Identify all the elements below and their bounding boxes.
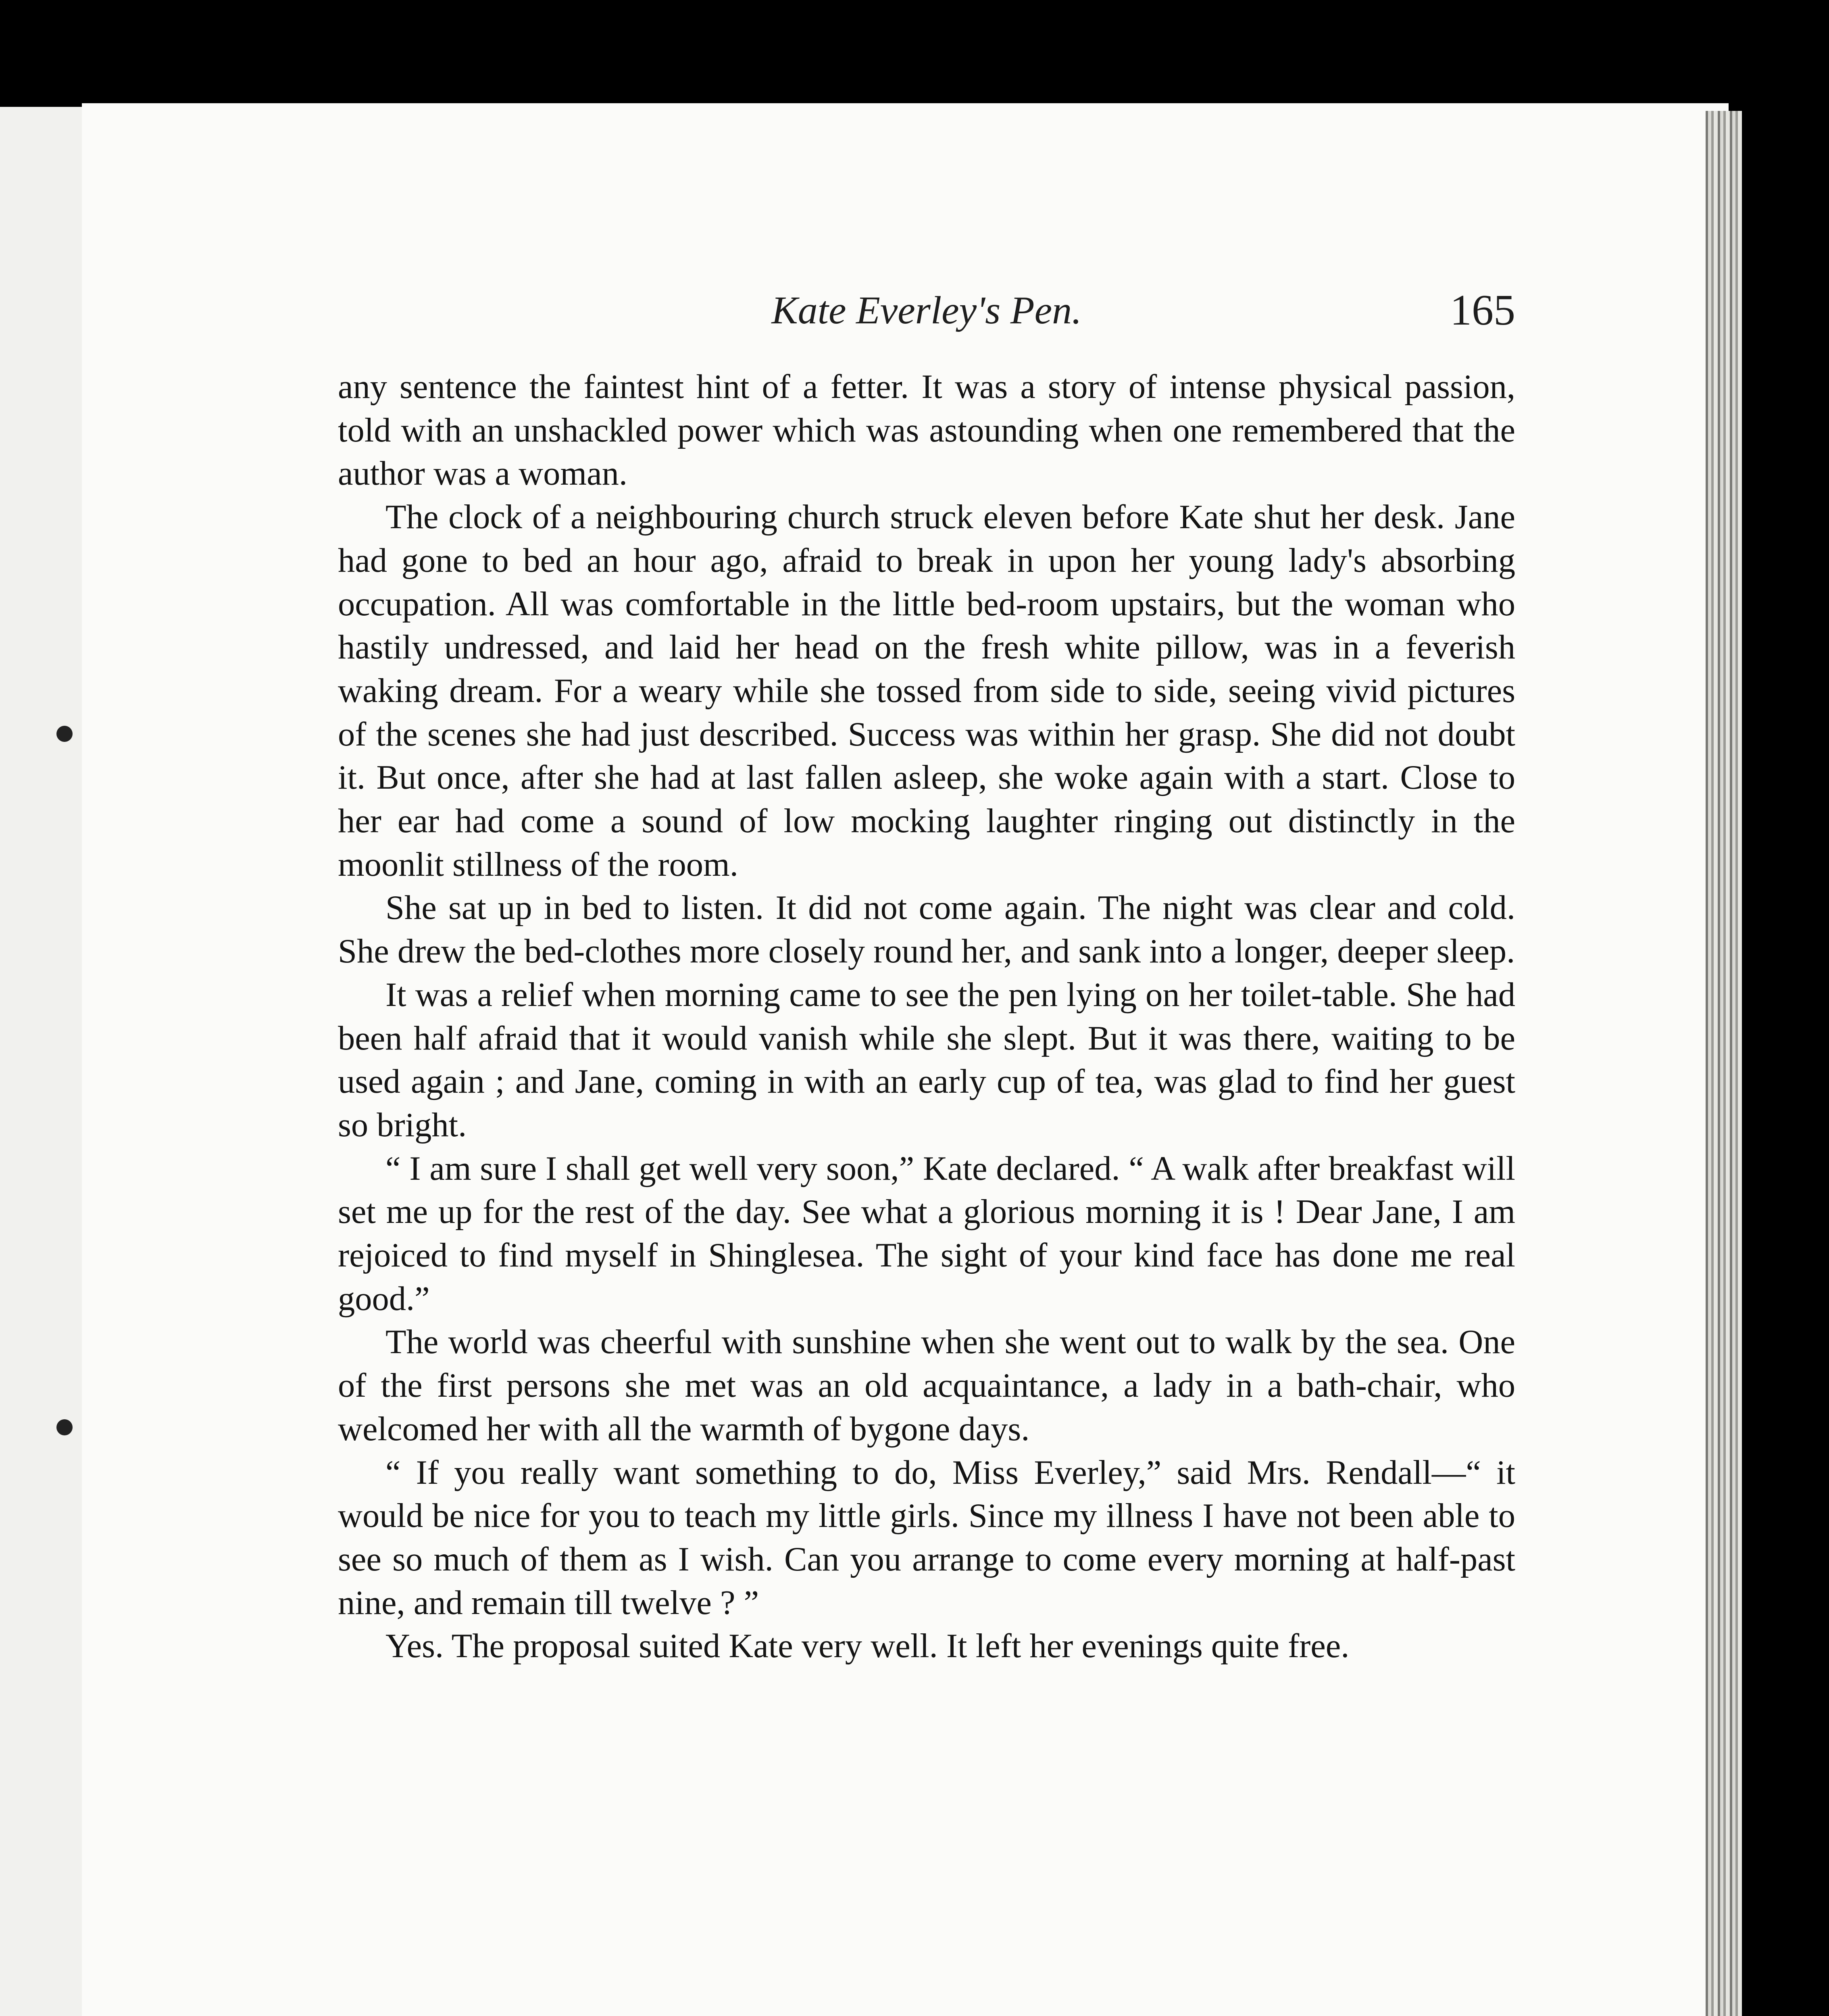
paragraph: “ I am sure I shall get well very soon,” Kate declared. “ A walk after breakfast will set me up for the rest of the day. See what a glorious morning it is ! Dear Jane, I am rejoiced to find myself in Shinglesea. The sight of your kind face has done me real good.” (338, 1150, 1515, 1318)
section-one-text (338, 365, 1515, 1668)
page-stack-edge (1706, 111, 1742, 2016)
paragraph: “ If you really want something to do, Miss Everley,” said Mrs. Rendall—“ it would be nice for you to teach my little girls. Since my illness I have not been able to see so much of them as I wish. Can you arrange to come every morning at half-past nine, and remain till twelve ? ” (338, 1454, 1515, 1622)
binding-mark (56, 726, 73, 742)
paragraph: any sentence the faintest hint of a fetter. It was a story of intense physical passion, told with an unshackled power which was astounding when one remembered that the author was a woman. (338, 368, 1515, 493)
previous-page-edge (0, 107, 90, 2016)
running-header (338, 282, 1515, 339)
paragraph: The clock of a neighbouring church struck eleven before Kate shut her desk. Jane had gone to bed an hour ago, afraid to break in upon her young lady's absorbing occupation. All was comfortable in the little bed-room upstairs, but the woman who hastily undressed, and laid her head on the fresh white pillow, was in a feverish waking dream. For a weary while she tossed from side to side, seeing vivid pictures of the scenes she had just described. Success was within her grasp. She did not doubt it. But once, after she had at last fallen asleep, she woke again with a start. Close to her ear had come a sound of low mocking laughter ringing out distinctly in the moonlit stillness of the room. (338, 498, 1515, 883)
paragraph: It was a relief when morning came to see the pen lying on her toilet-table. She had been half afraid that it would vanish while she slept. But it was there, waiting to be used again ; and Jane, coming in with an early cup of tea, was glad to find her guest so bright. (338, 976, 1515, 1144)
paragraph: Yes. The proposal suited Kate very well. It left her evenings quite free. (385, 1627, 1350, 1665)
paragraph: She sat up in bed to listen. It did not come again. The night was clear and cold. She drew the bed-clothes more closely round her, and sank into a longer, deeper sleep. (338, 889, 1515, 971)
paragraph: The world was cheerful with sunshine when she went out to walk by the sea. One of the first persons she met was an old acquaintance, a lady in a bath-chair, who welcomed her with all the warmth of bygone days. (338, 1323, 1515, 1448)
running-title: Kate Everley's Pen. (771, 289, 1082, 332)
page-number: 165 (1450, 286, 1515, 334)
binding-mark (56, 1419, 73, 1435)
